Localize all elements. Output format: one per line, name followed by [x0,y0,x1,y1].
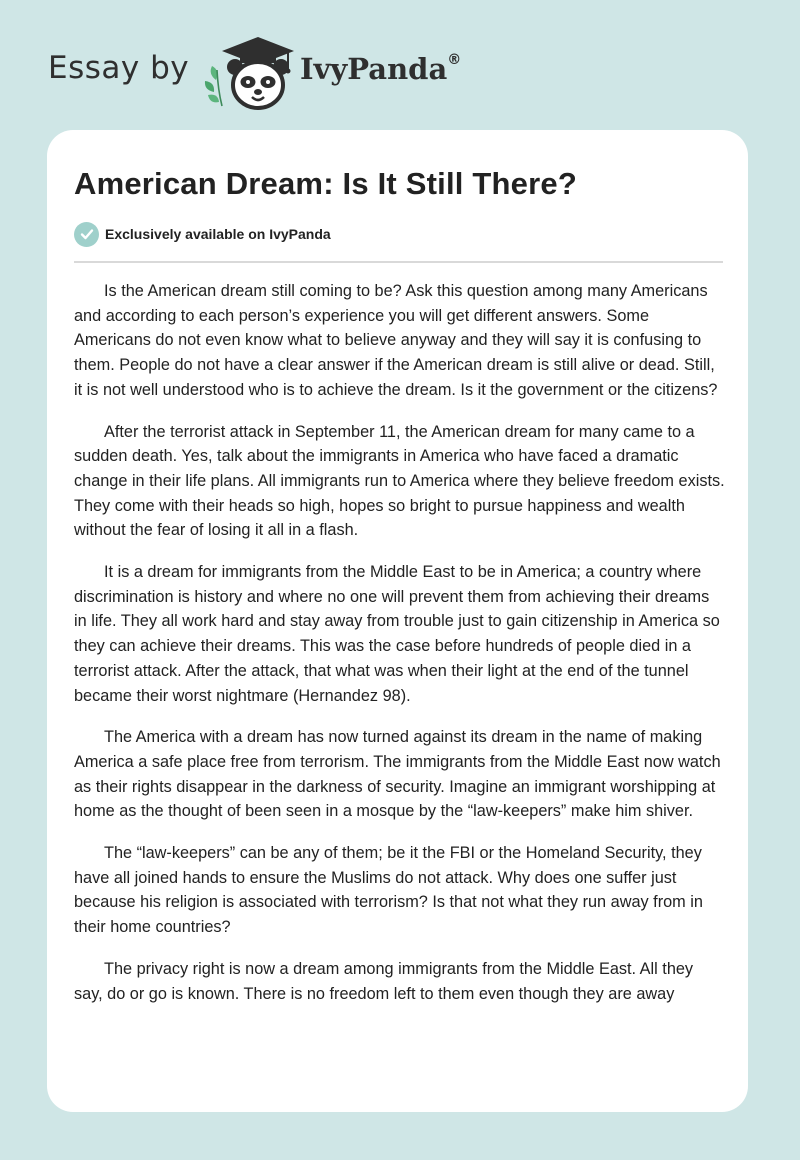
brand-name[interactable]: IvyPanda® [300,52,462,86]
title-divider [74,261,723,263]
checkmark-icon [74,222,99,247]
essay-card [47,130,748,1112]
paragraph: The “law-keepers” can be any of them; be it the FBI or the Homeland Security, they have all joined hands to ensure the Muslims do not attack. Why does one suffer just because his religion is associated with terrorism? Is that not what they run away from in their home countries? [74,844,703,937]
paragraph: The privacy right is now a dream among immigrants from the Middle East. All they say, do or go is known. There is no freedom left to them even though they are away [74,959,694,1003]
paragraph: The America with a dream has now turned against its dream in the name of making America a safe place free from terrorism. The immigrants from the Middle East now watch as their rights disappear in the darkness of security. Imagine an immigrant worshipping at home as the thought of been seen in a mosque by the “law-keepers” make him shiver. [74,728,721,821]
site-header [48,34,608,114]
exclusive-badge [74,221,331,247]
paragraph: Is the American dream still coming to be? Ask this question among many Americans and according to each person’s experience you will get different answers. Some Americans do not even know what to believe anyway and they will say it is confusing to them. People do not have a clear answer if the American dream is still alive or dead. Still, it is not well understood who is to achieve the dream. Is it the government or the citizens? [74,282,718,399]
essay-body [74,279,725,1023]
registered-mark: ® [447,52,462,69]
essay-by-label: Essay by [48,50,190,86]
badge-label: Exclusively available on IvyPanda [105,226,331,242]
ivy-leaf-icon [205,66,222,106]
panda-graduate-logo-icon[interactable] [202,34,298,112]
paragraph: It is a dream for immigrants from the Middle East to be in America; a country where discrimination is history and where no one will prevent them from achieving their dreams in life. They all work hard and stay away from trouble just to gain citizenship in America so they can achieve their dreams. This was the case before hundreds of people died in a terrorist attack. After the attack, that what was when their light at the end of the tunnel became their worst nightmare (Hernandez 98). [74,563,720,705]
paragraph: After the terrorist attack in September 11, the American dream for many came to a sudden death. Yes, talk about the immigrants in America who have faced a dramatic change in their life plans. All immigrants run to America where they believe freedom exists. They come with their heads so high, hopes so bright to pursue happiness and wealth without the fear of losing it all in a flash. [74,422,725,540]
page-title: American Dream: Is It Still There? [74,166,577,201]
